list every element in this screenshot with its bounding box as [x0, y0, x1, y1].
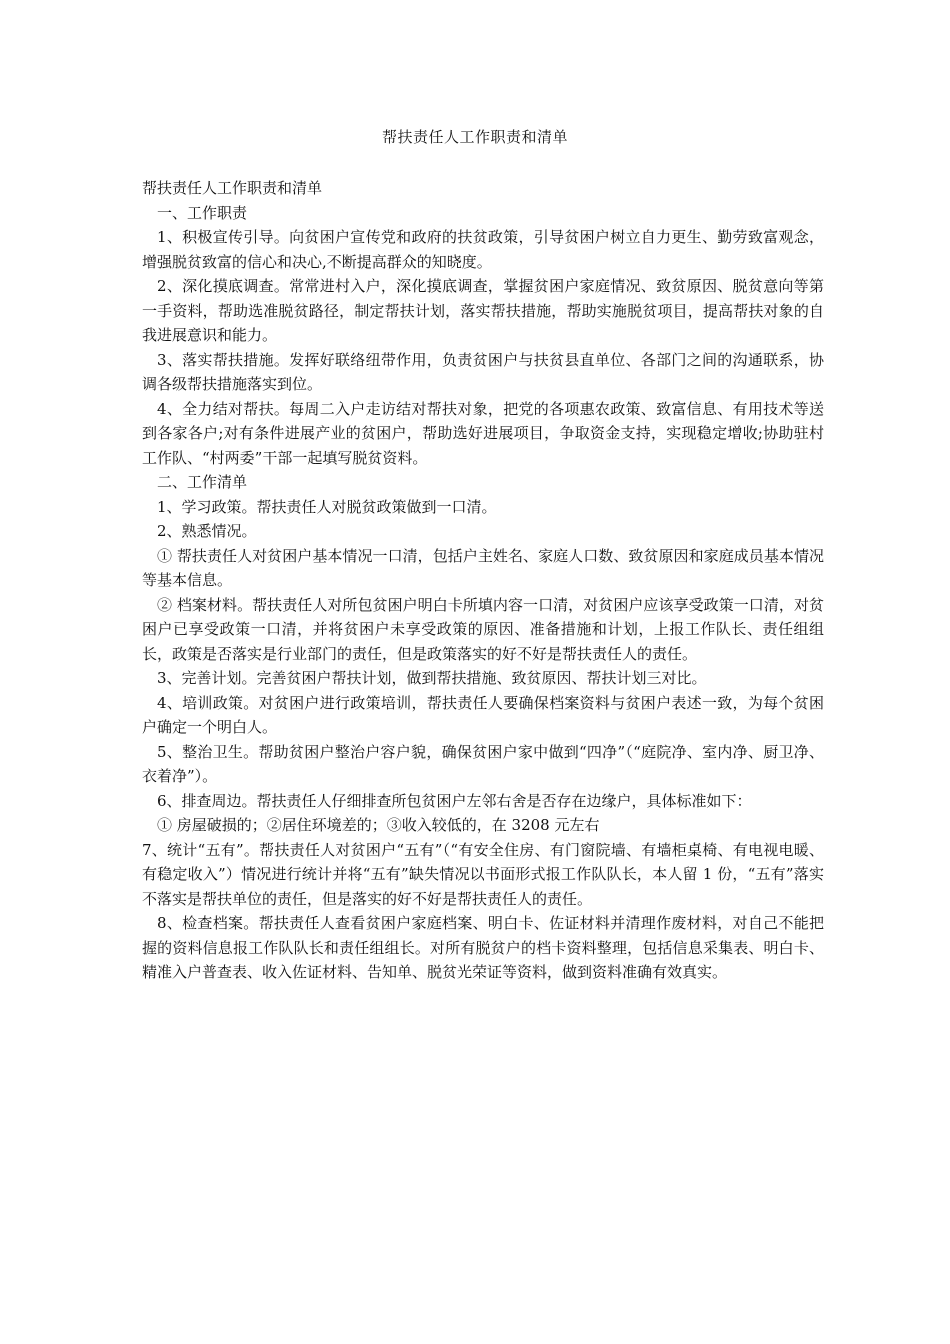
- section-heading: 帮扶责任人工作职责和清单: [142, 179, 323, 197]
- document-paragraph: 7、统计“五有”。帮扶责任人对贫困户“五有”（“有安全住房、有门窗院墙、有墙柜桌椅、有电视电暖、有稳定收入”）情况进行统计并将“五有”缺失情况以书面形式报工作队队长，本人留 1 份，“五有”落实不落实是帮扶单位的责任，但是落实的好不好是帮扶责任人的责任。: [142, 840, 824, 908]
- document-paragraph: 一、工作职责: [157, 203, 248, 222]
- document-paragraph: 2、深化摸底调查。常常进村入户，深化摸底调查，掌握贫困户家庭情况、致贫原因、脱贫意向等第一手资料，帮助选准脱贫路径，制定帮扶计划，落实帮扶措施，帮助实施脱贫项目，提高帮扶对象的自我进展意识和能力。: [142, 277, 824, 344]
- document-paragraph: 1、学习政策。帮扶责任人对脱贫政策做到一口清。: [157, 497, 497, 516]
- document-paragraph: 5、整治卫生。帮助贫困户整治户容户貌，确保贫困户家中做到“四净”（“庭院净、室内净、厨卫净、衣着净”）。: [142, 742, 824, 785]
- document-body: [142, 176, 824, 985]
- document-paragraph: 4、培训政策。对贫困户进行政策培训，帮扶责任人要确保档案资料与贫困户表述一致，为每个贫困户确定一个明白人。: [142, 693, 824, 736]
- document-paragraph: ① 帮扶责任人对贫困户基本情况一口清，包括户主姓名、家庭人口数、致贫原因和家庭成员基本情况等基本信息。: [142, 546, 824, 589]
- document-paragraph: 3、完善计划。完善贫困户帮扶计划，做到帮扶措施、致贫原因、帮扶计划三对比。: [157, 669, 707, 687]
- document-paragraph: 8、检查档案。帮扶责任人查看贫困户家庭档案、明白卡、佐证材料并清理作废材料，对自己不能把握的资料信息报工作队队长和责任组组长。对所有脱贫户的档卡资料整理，包括信息采集表、明白卡、精准入户普查表、收入佐证材料、告知单、脱贫光荣证等资料，做到资料准确有效真实。: [142, 914, 824, 981]
- document-title: 帮扶责任人工作职责和清单: [381, 128, 568, 146]
- document-paragraph: 4、全力结对帮扶。每周二入户走访结对帮扶对象，把党的各项惠农政策、致富信息、有用技术等送到各家各户;对有条件进展产业的贫困户，帮助选好进展项目，争取资金支持，实现稳定增收;协助驻村工作队、“村两委”干部一起填写脱贫资料。: [142, 399, 824, 467]
- document-paragraph: 二、工作清单: [157, 473, 248, 491]
- document-paragraph: 2、熟悉情况。: [157, 522, 257, 540]
- document-paragraph: ② 档案材料。帮扶责任人对所包贫困户明白卡所填内容一口清，对贫困户应该享受政策一口清，对贫困户已享受政策一口清，并将贫困户未享受政策的原因、准备措施和计划，上报工作队长、责任组组长，政策是否落实是行业部门的责任，但是政策落实的好不好是帮扶责任人的责任。: [142, 595, 824, 663]
- document-paragraph: ① 房屋破损的；②居住环境差的；③收入较低的，在 3208 元左右: [157, 816, 600, 834]
- document-paragraph: 1、积极宣传引导。向贫困户宣传党和政府的扶贫政策，引导贫困户树立自力更生、勤劳致富观念，增强脱贫致富的信心和决心,不断提高群众的知晓度。: [142, 228, 824, 271]
- document-paragraph: 3、落实帮扶措施。发挥好联络纽带作用，负责贫困户与扶贫县直单位、各部门之间的沟通联系，协调各级帮扶措施落实到位。: [142, 350, 824, 393]
- document-paragraph: 6、排查周边。帮扶责任人仔细排查所包贫困户左邻右舍是否存在边缘户，具体标准如下：: [157, 791, 752, 810]
